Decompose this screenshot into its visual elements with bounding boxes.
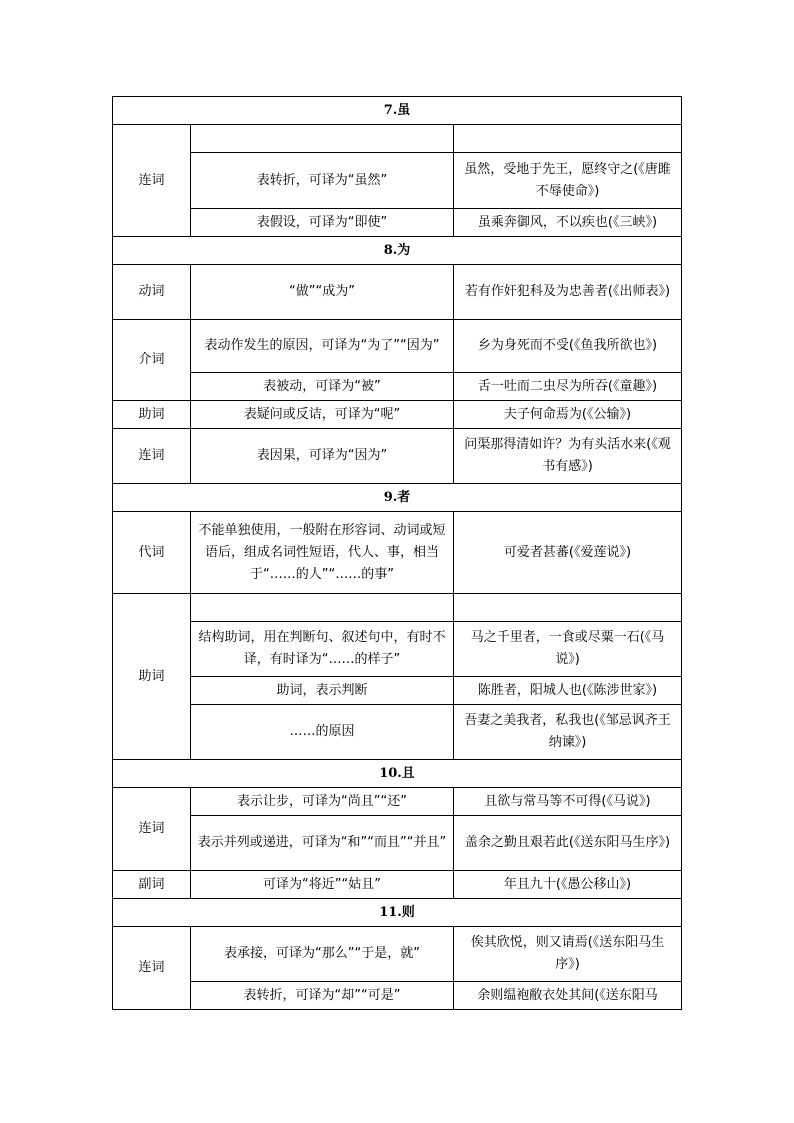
- example-cell: 陈胜者，阳城人也(《陈涉世家》): [454, 677, 682, 705]
- example-cell: 舌一吐而二虫尽为所吞(《童趣》): [454, 373, 682, 401]
- part-of-speech-cell: 连词: [113, 429, 191, 484]
- table-row: [113, 677, 682, 705]
- table-row: [113, 265, 682, 320]
- example-cell: 俟其欣悦，则又请焉(《送东阳马生序》): [454, 927, 682, 982]
- part-of-speech-cell: 连词: [113, 927, 191, 1010]
- example-cell: 余则缊袍敝衣处其间(《送东阳马: [454, 982, 682, 1010]
- usage-cell: 表假设，可译为“即使”: [191, 209, 454, 237]
- table-row: [113, 512, 682, 594]
- part-of-speech-cell: 助词: [113, 401, 191, 429]
- usage-cell: [191, 125, 454, 153]
- usage-cell: 表转折，可译为“虽然”: [191, 153, 454, 209]
- part-of-speech-cell: 连词: [113, 788, 191, 871]
- section-header-row: [113, 484, 682, 512]
- section-title: 11.则: [113, 899, 682, 927]
- table-row: [113, 705, 682, 760]
- example-cell: 夫子何命焉为(《公输》): [454, 401, 682, 429]
- part-of-speech-cell: 介词: [113, 320, 191, 401]
- table-row: [113, 982, 682, 1010]
- section-title: 9.者: [113, 484, 682, 512]
- table-row: [113, 320, 682, 373]
- section-title: 7.虽: [113, 97, 682, 125]
- table-row: [113, 622, 682, 677]
- part-of-speech-cell: 动词: [113, 265, 191, 320]
- example-cell: [454, 125, 682, 153]
- usage-cell: 表示并列或递进，可译为“和”“而且”“并且”: [191, 816, 454, 871]
- example-cell: 乡为身死而不受(《鱼我所欲也》): [454, 320, 682, 373]
- table-row: [113, 209, 682, 237]
- table-row: [113, 816, 682, 871]
- usage-cell: [191, 594, 454, 622]
- table-row: [113, 927, 682, 982]
- example-cell: 吾妻之美我者，私我也(《邹忌讽齐王纳谏》): [454, 705, 682, 760]
- example-cell: 马之千里者，一食或尽粟一石(《马说》): [454, 622, 682, 677]
- usage-cell: 表被动，可译为“被”: [191, 373, 454, 401]
- example-cell: 若有作奸犯科及为忠善者(《出师表》): [454, 265, 682, 320]
- part-of-speech-cell: 副词: [113, 871, 191, 899]
- example-cell: 问渠那得清如许？为有头活水来(《观书有感》): [454, 429, 682, 484]
- example-cell: 可爱者甚蕃(《爱莲说》): [454, 512, 682, 594]
- usage-cell: 表承接，可译为“那么”“于是，就”: [191, 927, 454, 982]
- part-of-speech-cell: 助词: [113, 594, 191, 760]
- usage-cell: 可译为“将近”“姑且”: [191, 871, 454, 899]
- usage-cell: 表示让步，可译为“尚且”“还”: [191, 788, 454, 816]
- section-header-row: [113, 899, 682, 927]
- table-row: [113, 125, 682, 153]
- section-header-row: [113, 237, 682, 265]
- example-cell: [454, 594, 682, 622]
- example-cell: 虽然，受地于先王，愿终守之(《唐雎不辱使命》): [454, 153, 682, 209]
- example-cell: 年且九十(《愚公移山》): [454, 871, 682, 899]
- table-row: [113, 429, 682, 484]
- part-of-speech-cell: 连词: [113, 125, 191, 237]
- table-row: [113, 594, 682, 622]
- example-cell: 虽乘奔御风，不以疾也(《三峡》): [454, 209, 682, 237]
- function-word-table: [112, 96, 682, 1010]
- example-cell: 且欲与常马等不可得(《马说》): [454, 788, 682, 816]
- section-title: 8.为: [113, 237, 682, 265]
- usage-cell: 表疑问或反诘，可译为“呢”: [191, 401, 454, 429]
- usage-cell: 结构助词，用在判断句、叙述句中，有时不译，有时译为“……的样子”: [191, 622, 454, 677]
- section-header-row: [113, 97, 682, 125]
- table-row: [113, 153, 682, 209]
- usage-cell: 不能单独使用，一般附在形容词、动词或短语后，组成名词性短语，代人、事，相当于“……的人”“……的事”: [191, 512, 454, 594]
- section-title: 10.且: [113, 760, 682, 788]
- table-row: [113, 401, 682, 429]
- usage-cell: 表因果，可译为“因为”: [191, 429, 454, 484]
- usage-cell: 表动作发生的原因，可译为“为了”“因为”: [191, 320, 454, 373]
- table-row: [113, 373, 682, 401]
- table-row: [113, 788, 682, 816]
- table-row: [113, 871, 682, 899]
- usage-cell: “做”“成为”: [191, 265, 454, 320]
- usage-cell: 表转折，可译为“却”“可是”: [191, 982, 454, 1010]
- part-of-speech-cell: 代词: [113, 512, 191, 594]
- section-header-row: [113, 760, 682, 788]
- usage-cell: ……的原因: [191, 705, 454, 760]
- example-cell: 盖余之勤且艰若此(《送东阳马生序》): [454, 816, 682, 871]
- usage-cell: 助词，表示判断: [191, 677, 454, 705]
